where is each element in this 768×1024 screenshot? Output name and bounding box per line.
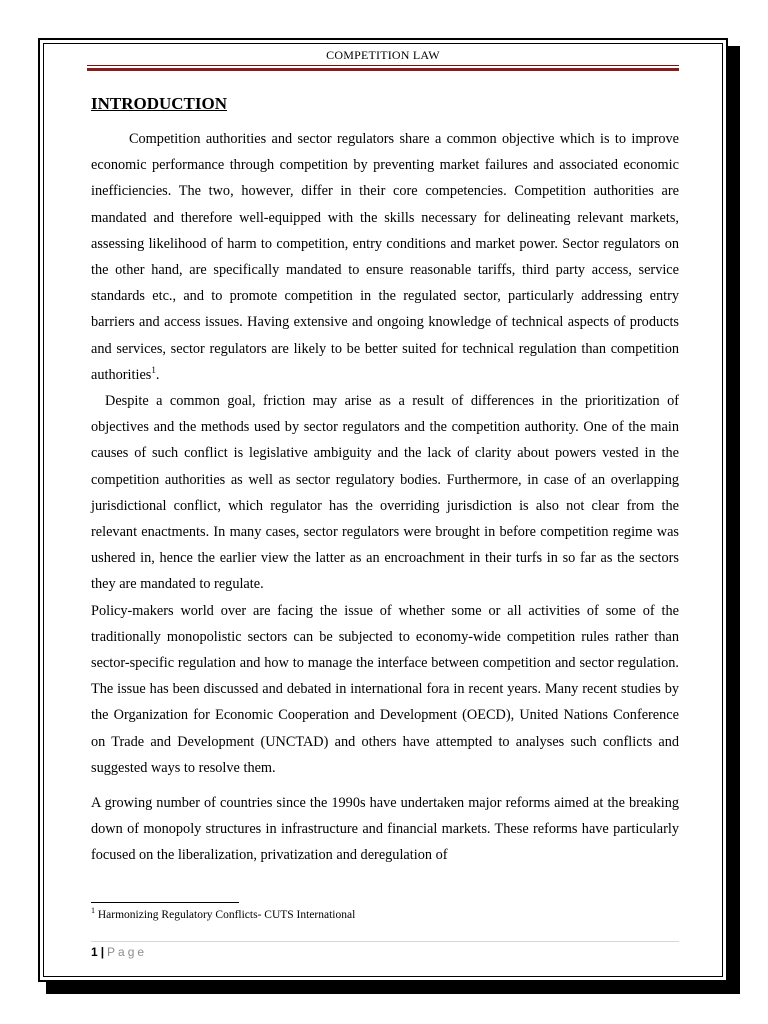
section-heading: INTRODUCTION: [91, 94, 228, 113]
header-rule-thick: [87, 68, 679, 71]
footnote-number: 1: [91, 906, 95, 916]
footer-separator: |: [100, 945, 105, 959]
paragraph-2: Despite a common goal, friction may arise as a result of differences in the prioritization of objectives and the methods used by sector regulators and the competition authority. One of the main causes of such conflict is legislative ambiguity and the lack of clarity about powers vested in the competition authorities as well as sector regulatory bodies. Furthermore, in case of an overlapping jurisdictional conflict, which regulator has the overriding jurisdiction is also not clear from the relevant enactments. In many cases, sector regulators were brought in before competition regime was ushered in, hence the earlier view the latter as an encroachment in their turfs in so far as the sectors they are mandated to regulate.: [91, 393, 679, 593]
paragraph-1: [91, 126, 679, 388]
paragraph-3: Policy-makers world over are facing the issue of whether some or all activities of some of the traditionally monopolistic sectors can be subjected to economy-wide competition rules rather than sector-specific regulation and how to manage the interface between competition and sector regulation. The issue has been discussed and debated in international fora in recent years. Many recent studies by the Organization for Economic Cooperation and Development (OECD), United Nations Conference on Trade and Development (UNCTAD) and others have attempted to analyses such conflicts and suggested ways to resolve them.: [91, 602, 679, 776]
paragraph-1-text: Competition authorities and sector regulators share a common objective which is to improve economic performance through competition by preventing market failures and associated economic inefficiencies. The two, however, differ in their core competencies. Competition authorities are mandated and therefore well-equipped with the skills necessary for delineating relevant markets, assessing likelihood of harm to competition, entry conditions and market power. Sector regulators on the other hand, are specifically mandated to ensure reasonable tariffs, third party access, service standards etc., and to promote competition in the regulated sector, particularly addressing entry barriers and access issues. Having extensive and ongoing knowledge of technical aspects of products and services, sector regulators are likely to be better suited for technical regulation than competition authorities: [91, 131, 679, 383]
header-rule: [87, 65, 679, 66]
page-footer: [91, 945, 147, 959]
footnote-rule: [91, 902, 239, 903]
paragraph-1-end: .: [155, 366, 160, 383]
page-label: Page: [107, 945, 148, 959]
page-number: 1: [91, 945, 98, 959]
paragraph-4: A growing number of countries since the 1990s have undertaken major reforms aimed at the breaking down of monopoly structures in infrastructure and financial markets. These reforms have particularly focused on the liberalization, privatization and deregulation of: [91, 795, 679, 864]
footer-rule: [91, 941, 679, 942]
footnote-reference[interactable]: 1: [151, 365, 156, 376]
running-header: COMPETITION LAW: [326, 48, 440, 62]
document-body: [91, 92, 679, 869]
footnote: [91, 906, 356, 921]
document-page: [38, 38, 728, 982]
footnote-text: Harmonizing Regulatory Conflicts- CUTS International: [95, 909, 356, 921]
